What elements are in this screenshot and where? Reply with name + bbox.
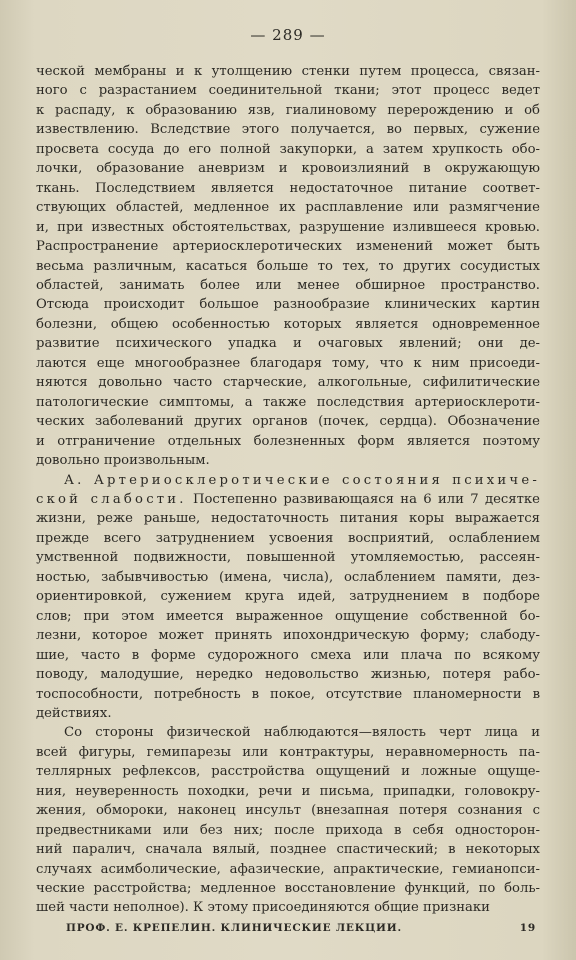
signature-mark: 19 [519, 922, 536, 934]
paragraph-1 [36, 62, 540, 471]
paragraph-1-line: довольно произвольным. [36, 453, 210, 469]
paragraph-1-line: ческих заболеваний других органов (почек, сердца). Обозначение [36, 414, 540, 430]
paragraph-3 [36, 723, 540, 918]
running-title: ПРОФ. Е. КРЕПЕЛИН. КЛИНИЧЕСКИЕ ЛЕКЦИИ. [66, 922, 402, 934]
section-heading-a: А. Артериосклеротические состояния психиче- [64, 472, 540, 488]
paragraph-1-line: Отсюда происходит большое разнообразие клинических картин [36, 297, 540, 313]
paragraph-2-line: слов; при этом имеется выраженное ощущение собственной бо- [36, 608, 540, 624]
section-heading-b: ской слабости. [36, 491, 187, 507]
paragraph-3-line: шей части неполное). К этому присоединяются общие признаки [36, 900, 490, 916]
paragraph-2-line: ориентировкой, сужением круга идей, затруднением в подборе [36, 589, 540, 605]
paragraph-1-line: и отграничение отдельных болезненных форм является поэтому [36, 433, 540, 449]
paragraph-1-line: ткань. Последствием является недостаточное питание соответ- [36, 180, 540, 196]
paragraph-1-line: областей, занимать более или менее обширное пространство. [36, 277, 540, 293]
paragraph-3-line: ния, неуверенность походки, речи и письма, припадки, головокру- [36, 783, 540, 799]
paragraph-1-line: ческой мембраны и к утолщению стенки путем процесса, связан- [36, 64, 540, 79]
paragraph-2-line: поводу, малодушие, нередко недовольство жизнью, потеря рабо- [36, 667, 540, 683]
paragraph-3-line: случаях асимболические, афазические, апрактические, гемианопси- [36, 861, 540, 877]
page-footer [66, 922, 536, 934]
paragraph-3-line: теллярных рефлексов, расстройства ощущений и ложные ощуще- [36, 764, 540, 780]
paragraph-1-line: и, при известных обстоятельствах, разрушение излившееся кровью. [36, 219, 540, 235]
paragraph-2-line: ностью, забывчивостью (имена, числа), ослаблением памяти, дез- [36, 569, 540, 585]
paragraph-2-line: умственной подвижности, повышенной утомляемостью, рассеян- [36, 550, 540, 566]
paragraph-1-line: извествлению. Вследствие этого получается, во первых, сужение [36, 122, 540, 138]
paragraph-2-line-1-rest: Постепенно развивающаяся на 6 или 7 десятке [192, 491, 540, 507]
paragraph-2-heading-line [36, 471, 540, 490]
paragraph-1-line: ствующих областей, медленное их расплавление или размягчение [36, 200, 540, 216]
page-number: — 289 — [250, 26, 326, 44]
paragraph-2 [36, 471, 540, 724]
body-text [36, 62, 540, 918]
paragraph-1-line: весьма различным, касаться больше то тех, то других сосудистых [36, 258, 540, 274]
paragraph-1-line: развитие психического упадка и очаговых явлений; они де- [36, 336, 540, 352]
paragraph-2-line-1 [36, 490, 540, 509]
paragraph-1-line: Распространение артериосклеротических изменений может быть [36, 239, 540, 255]
paragraph-3-line: предвестниками или без них; после прихода в себя односторон- [36, 822, 540, 838]
paragraph-1-line: к распаду, к образованию язв, гиалиновому перерождению и об [36, 102, 540, 118]
paragraph-3-line: всей фигуры, гемипарезы или контрактуры, неравномерность па- [36, 744, 540, 760]
paragraph-3-line: ний паралич, сначала вялый, позднее спастический; в некоторых [36, 842, 540, 858]
paragraph-1-line: няются довольно часто старческие, алкогольные, сифилитические [36, 375, 540, 391]
paragraph-2-line: шие, часто в форме судорожного смеха или плача по всякому [36, 647, 540, 663]
paragraph-3-line: ческие расстройства; медленное восстановление функций, по боль- [36, 881, 540, 897]
paragraph-2-line: тоспособности, потребность в покое, отсутствие планомерности в [36, 686, 540, 702]
paragraph-3-line: жения, обмороки, наконец инсульт (внезапная потеря сознания с [36, 803, 540, 819]
paragraph-1-line: просвета сосуда до его полной закупорки, а затем хрупкость обо- [36, 141, 540, 157]
paragraph-1-line: ного с разрастанием соединительной ткани; этот процесс ведет [36, 83, 540, 99]
paragraph-2-line: жизни, реже раньше, недостаточность питания коры выражается [36, 511, 540, 527]
paragraph-2-line: действиях. [36, 705, 112, 721]
paragraph-1-line: лаются еще многообразнее благодаря тому, что к ним присоеди- [36, 355, 540, 371]
paragraph-2-line: лезни, которое может принять ипохондрическую форму; слабоду- [36, 628, 540, 644]
paragraph-1-line: лочки, образование аневризм и кровоизлияний в окружающую [36, 161, 540, 177]
paragraph-1-line: болезни, общею особенностью которых является одновременное [36, 316, 540, 332]
paragraph-2-line: прежде всего затруднением усвоения восприятий, ослаблением [36, 530, 540, 546]
paragraph-3-line: Со стороны физической наблюдаются—вялость черт лица и [64, 725, 540, 741]
paragraph-1-line: патологические симптомы, а также последствия артериосклероти- [36, 394, 540, 410]
